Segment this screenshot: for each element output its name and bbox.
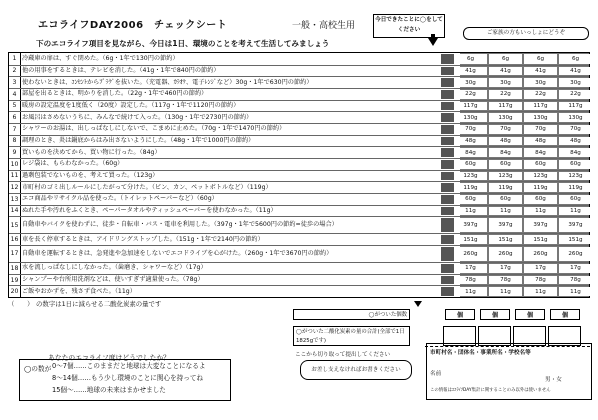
- row-number: 3: [9, 77, 21, 88]
- row-number: 20: [9, 286, 21, 297]
- family-check-cell[interactable]: 151g: [454, 235, 487, 244]
- co2-sum-cell[interactable]: [443, 326, 476, 346]
- family-check-cell[interactable]: 130g: [524, 113, 557, 122]
- row-number: 12: [9, 182, 21, 193]
- checklist-row: [9, 245, 589, 262]
- checklist-row: [9, 181, 589, 193]
- row-text: 水を流しっぱなしにしなかった。（歯磨き、シャワーなど）（17g）: [22, 264, 207, 272]
- family-check-cell[interactable]: 48g: [524, 137, 557, 146]
- family-check-cell[interactable]: 151g: [489, 235, 522, 244]
- family-check-cell[interactable]: 397g: [489, 218, 522, 232]
- family-check-cell[interactable]: 30g: [524, 78, 557, 87]
- family-check-cell[interactable]: 17g: [524, 264, 557, 273]
- family-check-cell[interactable]: 48g: [559, 137, 592, 146]
- family-check-cell[interactable]: 130g: [559, 113, 592, 122]
- checklist-row: [9, 205, 589, 217]
- total-count-label: ◯がついた個数: [293, 309, 410, 320]
- row-number: 10: [9, 159, 21, 170]
- down-arrow-icon: [414, 301, 422, 307]
- family-check-cell[interactable]: 41g: [559, 67, 592, 76]
- checklist-row: [9, 53, 589, 65]
- family-check-cell[interactable]: 41g: [489, 67, 522, 76]
- family-check-cell[interactable]: 117g: [559, 102, 592, 111]
- family-check-cell[interactable]: 117g: [524, 102, 557, 111]
- checklist-row: [9, 233, 589, 245]
- down-arrow-icon: [428, 38, 438, 46]
- family-check-cell[interactable]: 70g: [524, 125, 557, 134]
- family-check-cell[interactable]: 60g: [489, 160, 522, 169]
- family-check-cell[interactable]: 22g: [524, 90, 557, 99]
- row-text: 部屋を出るときは、明かりを消した。（22g・1年で460円の節約）: [22, 90, 208, 98]
- count-cell[interactable]: 個: [515, 309, 545, 320]
- family-check-cell[interactable]: 11g: [524, 287, 557, 296]
- count-cell[interactable]: 個: [480, 309, 510, 320]
- co2-note: [8, 299, 161, 308]
- family-check-cell[interactable]: 41g: [454, 67, 487, 76]
- today-check-box: 今日できたことに◯をしてください: [373, 14, 445, 38]
- family-check-cell[interactable]: 151g: [559, 235, 592, 244]
- count-cell[interactable]: 個: [550, 309, 580, 320]
- paren-marker: （ ）: [8, 300, 34, 308]
- family-check-cell[interactable]: 78g: [524, 276, 557, 285]
- row-text: ぬれた手や汚れをふくとき、ペーパータオルやティッシュペーパーを使わなかった。（11g）: [22, 206, 277, 214]
- family-check-cell[interactable]: 119g: [489, 183, 522, 192]
- row-number: 11: [9, 171, 21, 182]
- row-number: 2: [9, 66, 21, 77]
- row-text: シャンプーや台所用洗剤などは、使いすぎず適量使った。（78g）: [22, 276, 204, 283]
- checklist-row: [9, 111, 589, 123]
- row-text: 車を長く停車するときは、アイドリングストップした。（151g・1年で2140円の節約）: [22, 235, 264, 243]
- family-check-cell[interactable]: 78g: [489, 276, 522, 285]
- row-number: 13: [9, 194, 21, 205]
- family-check-cell[interactable]: 30g: [559, 78, 592, 87]
- row-number: 1: [9, 53, 21, 65]
- family-check-cell[interactable]: 119g: [524, 183, 557, 192]
- family-check-cell[interactable]: 11g: [524, 207, 557, 216]
- row-text: 市町村のゴミ出しルールにしたがって分けた。（ビン、カン、ペットボトルなど）（119g）: [22, 183, 272, 191]
- row-number: 6: [9, 112, 21, 123]
- family-check-cell[interactable]: 17g: [454, 264, 487, 273]
- name-label: 名前: [430, 371, 442, 377]
- checklist-row: [9, 76, 589, 88]
- family-check-cell[interactable]: 119g: [559, 183, 592, 192]
- family-check-cell[interactable]: 130g: [489, 113, 522, 122]
- family-check-cell[interactable]: 11g: [489, 207, 522, 216]
- family-check-cell[interactable]: 11g: [454, 287, 487, 296]
- checklist-row: [9, 88, 589, 100]
- family-check-cell[interactable]: 11g: [559, 287, 592, 296]
- family-check-cell[interactable]: 84g: [559, 148, 592, 157]
- legend-label: ◯の数が: [24, 365, 52, 373]
- family-check-cell[interactable]: 397g: [524, 218, 557, 232]
- row-text: ご飯やおかずを、残さず食べた。（11g）: [22, 287, 136, 295]
- family-check-cell[interactable]: 84g: [489, 148, 522, 157]
- row-text: レジ袋は、もらわなかった。（60g）: [22, 160, 124, 168]
- family-check-cell[interactable]: 48g: [489, 137, 522, 146]
- family-check-cell[interactable]: 6g: [454, 54, 487, 64]
- legend-line-2: 8〜14個……もう少し環境のことに関心を持ってね: [52, 374, 204, 382]
- row-text: 自動車を運転するときは、急発進や急加速をしないでエコドライブを心がけた。（260g・1年で3670円の節約）: [22, 249, 333, 257]
- family-check-cell[interactable]: 60g: [489, 195, 522, 204]
- family-check-cell[interactable]: 11g: [454, 207, 487, 216]
- family-check-cell[interactable]: 260g: [524, 247, 557, 261]
- family-check-cell[interactable]: 60g: [524, 195, 557, 204]
- family-check-cell[interactable]: 130g: [454, 113, 487, 122]
- row-number: 16: [9, 234, 21, 245]
- checklist-row: [9, 285, 589, 297]
- row-text: 自動車やバイクを使わずに、徒歩・自転車・バス・電車を利用した。（397g・1年で5600円の節約=徒歩の場合）: [22, 221, 338, 229]
- checklist-row: [9, 65, 589, 77]
- row-text: 過剰包装でないものを、考えて買った。（123g）: [22, 171, 159, 179]
- family-note: ご家族の方もいっしょにどうぞ: [463, 27, 589, 40]
- family-check-cell[interactable]: 22g: [559, 90, 592, 99]
- eco-level-question: あなたのエコライフ度はどうでしたか？: [48, 354, 170, 362]
- row-number: 7: [9, 124, 21, 135]
- family-check-cell[interactable]: 6g: [524, 54, 557, 64]
- family-check-cell[interactable]: 117g: [454, 102, 487, 111]
- family-check-cell[interactable]: 119g: [454, 183, 487, 192]
- family-check-cell[interactable]: 397g: [559, 218, 592, 232]
- family-check-cell[interactable]: 60g: [559, 195, 592, 204]
- family-check-cell[interactable]: 11g: [559, 207, 592, 216]
- family-check-cell[interactable]: 60g: [559, 160, 592, 169]
- family-check-cell[interactable]: 397g: [454, 218, 487, 232]
- co2-sum-cell[interactable]: [478, 326, 511, 346]
- row-text: お風呂はさめないうちに、みんなで続けて入った。（130g・1年で2730円の節約）: [22, 113, 253, 121]
- sheet-title: エコライフDAY2006 チェックシート: [38, 20, 228, 31]
- row-number: 14: [9, 206, 21, 217]
- checklist-row: [9, 135, 589, 147]
- family-check-cell[interactable]: 117g: [489, 102, 522, 111]
- count-cell[interactable]: 個: [445, 309, 475, 320]
- row-text: 調理のとき、炎は鍋底からはみ出さないようにした。（48g・1年で1000円の節約）: [22, 136, 255, 144]
- checklist-row: [9, 123, 589, 135]
- family-check-cell[interactable]: 60g: [454, 160, 487, 169]
- family-check-cell[interactable]: 6g: [489, 54, 522, 64]
- family-check-cell[interactable]: 41g: [524, 67, 557, 76]
- row-number: 15: [9, 217, 21, 233]
- row-number: 8: [9, 136, 21, 147]
- eco-checklist-table: [8, 52, 590, 298]
- row-number: 5: [9, 101, 21, 112]
- family-check-cell[interactable]: 60g: [454, 195, 487, 204]
- checklist-row: [9, 216, 589, 233]
- family-check-cell[interactable]: 84g: [524, 148, 557, 157]
- family-check-cell[interactable]: 6g: [559, 54, 592, 64]
- checklist-row: [9, 146, 589, 158]
- row-text: シャワーのお湯は、出しっぱなしにしないで、こまめに止めた。（70g・1年で1470円の節約）: [22, 125, 286, 133]
- family-check-cell[interactable]: 151g: [524, 235, 557, 244]
- family-check-cell[interactable]: 17g: [489, 264, 522, 273]
- family-check-cell[interactable]: 123g: [454, 172, 487, 181]
- family-check-cell[interactable]: 260g: [489, 247, 522, 261]
- checklist-row: [9, 262, 589, 274]
- family-check-cell[interactable]: 60g: [524, 160, 557, 169]
- checklist-row: [9, 158, 589, 170]
- cut-instruction: ここから切り取って提出してください: [295, 352, 391, 358]
- row-text: 他の用事をするときは、テレビを消した。（41g・1年で840円の節約）: [22, 66, 220, 74]
- organization-label: 市町村名・団体名・事業所名・学校名等: [430, 350, 531, 356]
- family-check-cell[interactable]: 260g: [559, 247, 592, 261]
- legend-line-1: 0〜7個……このままだと地球は大変なことになるよ: [52, 362, 206, 370]
- row-text: 買いものを決めてから、買い物に行った。（84g）: [22, 148, 161, 156]
- row-text: 使わないときは、ｺﾝｾﾝﾄからﾌﾟﾗｸﾞを抜いた。（充電器、ｶﾗｵｹ、電子ﾚﾝｼﾞなど）30g・1年で630円の節約）: [22, 78, 313, 86]
- co2-sum-cell[interactable]: [548, 326, 581, 346]
- row-text: 冷蔵庫の扉は、すぐ閉めた。（6g・1年で130円の節約）: [22, 54, 179, 62]
- gender-label: 男・女: [545, 377, 562, 383]
- family-check-cell[interactable]: 123g: [559, 172, 592, 181]
- family-check-cell[interactable]: 22g: [454, 90, 487, 99]
- family-check-cell[interactable]: 123g: [489, 172, 522, 181]
- family-check-cell[interactable]: 11g: [489, 287, 522, 296]
- co2-note-text: の数字は1日に減らせる二酸化炭素の量です: [36, 300, 162, 308]
- co2-total-label: ◯がついた二酸化炭素の量の合計(全部で1日1825gです): [293, 326, 410, 346]
- family-check-cell[interactable]: 22g: [489, 90, 522, 99]
- row-number: 4: [9, 89, 21, 100]
- row-number: 17: [9, 246, 21, 262]
- family-check-cell[interactable]: 17g: [559, 264, 592, 273]
- family-check-cell[interactable]: 70g: [489, 125, 522, 134]
- co2-sum-cell[interactable]: [513, 326, 546, 346]
- checklist-row: [9, 170, 589, 182]
- instruction-text: 下のエコライフ項目を見ながら、今日は1日、環境のことを考えて生活してみましょう: [36, 39, 330, 48]
- family-check-cell[interactable]: 78g: [559, 276, 592, 285]
- family-check-cell[interactable]: 30g: [489, 78, 522, 87]
- row-number: 18: [9, 263, 21, 274]
- level-label: 一般・高校生用: [292, 21, 356, 31]
- optional-fill-note: お差し支えなければお書きください: [300, 360, 412, 380]
- family-check-cell[interactable]: 70g: [454, 125, 487, 134]
- checklist-row: [9, 274, 589, 286]
- family-check-cell[interactable]: 30g: [454, 78, 487, 87]
- legend-line-3: 15個〜……地球の未来はまかせました: [52, 386, 166, 394]
- family-check-cell[interactable]: 260g: [454, 247, 487, 261]
- row-text: 暖房の設定温度を1度低く（20度）設定した。（117g・1年で1120円の節約）: [22, 101, 240, 109]
- family-check-cell[interactable]: 48g: [454, 137, 487, 146]
- family-check-cell[interactable]: 70g: [559, 125, 592, 134]
- privacy-note: この情報はｴｺﾗｲﾌDAY集計に関することのみ以外は使いません: [430, 388, 551, 393]
- legend-lines: [52, 360, 205, 396]
- checklist-row: [9, 100, 589, 112]
- row-number: 9: [9, 147, 21, 158]
- family-check-cell[interactable]: 78g: [454, 276, 487, 285]
- checklist-row: [9, 193, 589, 205]
- row-number: 19: [9, 275, 21, 286]
- row-text: エコ商品やリサイクル品を使った。（トイレットペーパーなど）（60g）: [22, 195, 218, 203]
- family-check-cell[interactable]: 84g: [454, 148, 487, 157]
- family-check-cell[interactable]: 123g: [524, 172, 557, 181]
